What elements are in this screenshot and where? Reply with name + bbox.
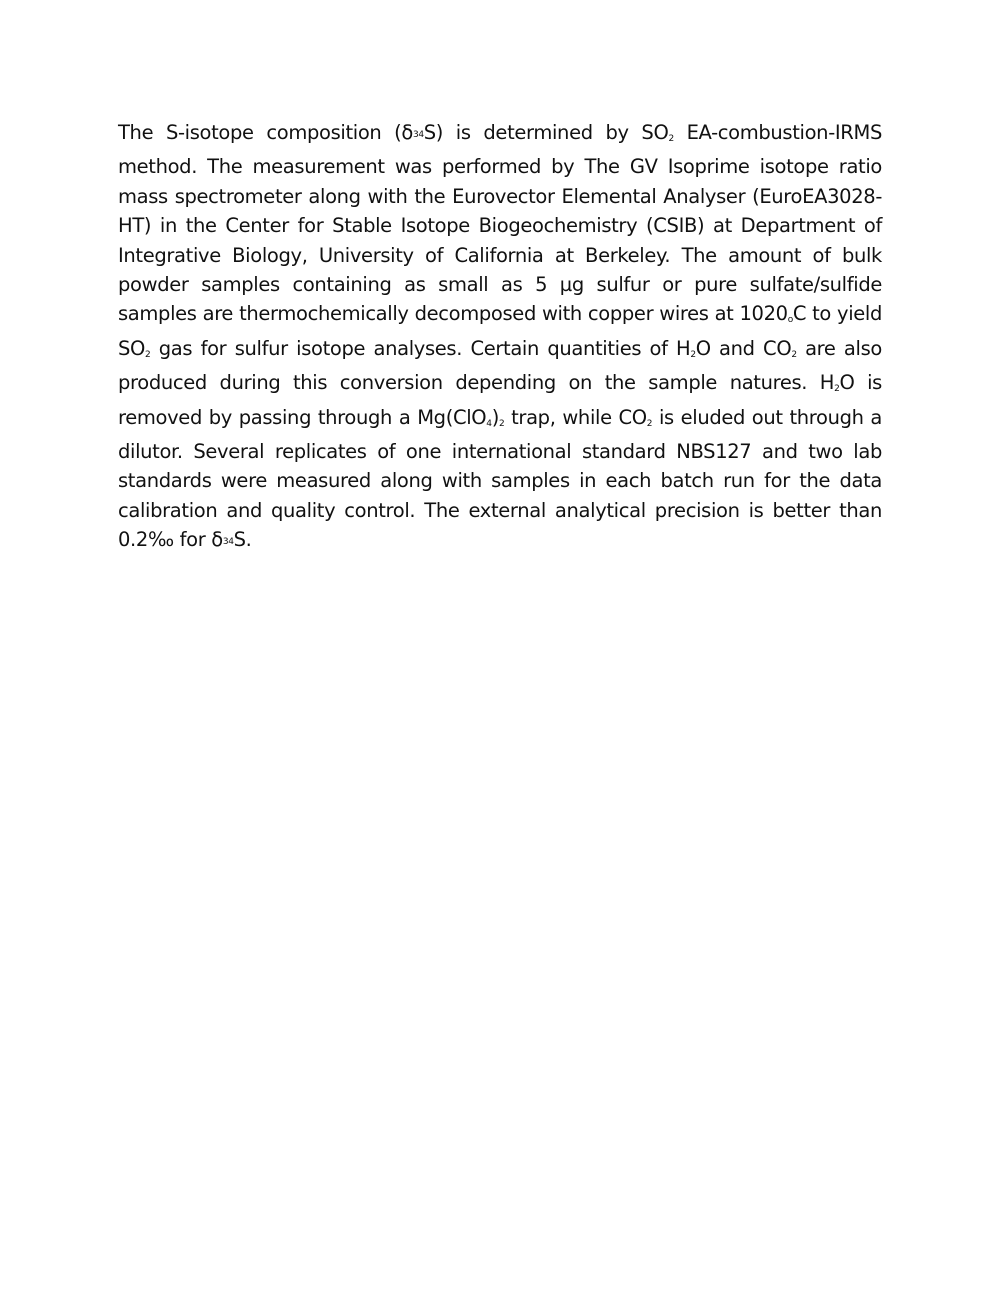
text-run: EA-combustion-IRMS method. The measurement was performed by The GV Isoprime isotope ratio mass spectrometer along with the Eurovector Elemental Analyser (EuroEA3028-HT) in the Center for Stable Isotope Biogeochemistry (CSIB) at Department of Integrative Biology, University of California at Berkeley. The amount of bulk powder samples containing as small as 5 µg sulfur or pure sulfate/sulfide samples are thermochemically decomposed with copper wires at 1020 bbox=[118, 121, 882, 326]
superscript-run: 34 bbox=[413, 130, 424, 140]
text-run: gas for sulfur isotope analyses. Certain quantities of H bbox=[150, 336, 691, 360]
subscript-run: 2 bbox=[668, 134, 674, 144]
subscript-run: o bbox=[787, 315, 793, 326]
text-run: O and CO bbox=[695, 336, 792, 360]
text-run: are also produced during this conversion depending on the sample natures. H bbox=[118, 336, 882, 395]
methods-paragraph bbox=[118, 118, 882, 560]
text-run: is eluded out through a dilutor. Several replicates of one international standard NBS127 and two lab standards were measured along with samples in each batch run for the data calibration and quality control. The external analytical precision is better than 0.2‰ for δ bbox=[118, 405, 883, 552]
text-run: ) bbox=[491, 405, 499, 429]
text-run: S) is determined by SO bbox=[423, 121, 669, 144]
text-run: O is removed by passing through a Mg(ClO bbox=[118, 371, 882, 429]
subscript-run: 2 bbox=[834, 384, 840, 395]
text-run: trap, while CO bbox=[504, 405, 647, 429]
text-run: The S-isotope composition (δ bbox=[118, 121, 414, 144]
subscript-run: 2 bbox=[498, 418, 505, 429]
subscript-run: 2 bbox=[145, 349, 151, 360]
subscript-run: 2 bbox=[791, 349, 797, 360]
text-run: C to yield SO bbox=[118, 302, 882, 360]
subscript-run: 2 bbox=[646, 418, 653, 429]
text-run: S. bbox=[233, 528, 252, 552]
superscript-run: 34 bbox=[222, 537, 234, 548]
subscript-run: 2 bbox=[690, 349, 696, 360]
subscript-run: 4 bbox=[486, 418, 492, 429]
